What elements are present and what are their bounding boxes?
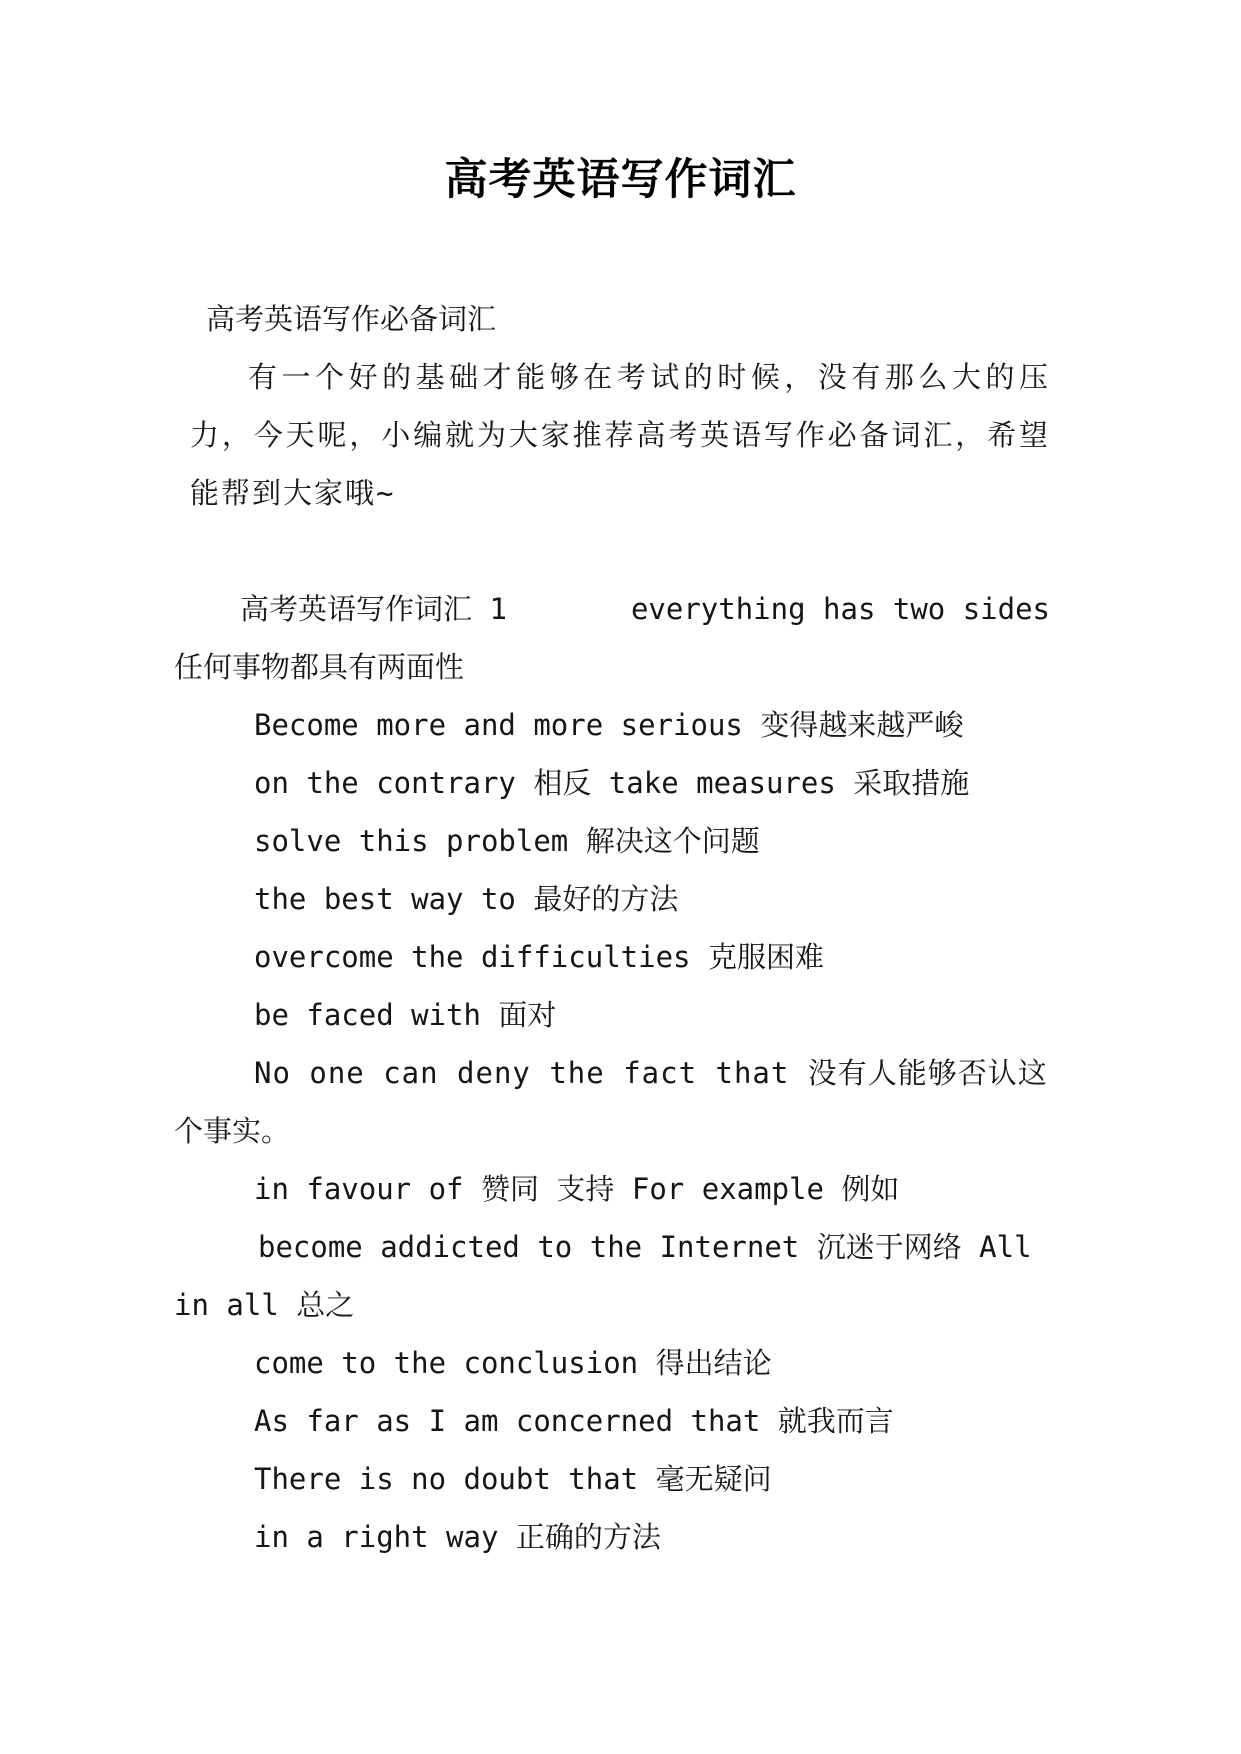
vocab-line: the best way to 最好的方法 <box>254 882 679 916</box>
section-first-line <box>190 580 1050 638</box>
vocab-line: As far as I am concerned that 就我而言 <box>254 1404 894 1438</box>
vocab-line: Become more and more serious 变得越来越严峻 <box>254 708 964 742</box>
vocab-line: in a right way 正确的方法 <box>254 1520 661 1554</box>
vocab-line-continuation: in all 总之 <box>174 1288 355 1322</box>
vocab-line: come to the conclusion 得出结论 <box>254 1346 772 1380</box>
vocab-line: be faced with 面对 <box>254 998 557 1032</box>
intro-paragraph: 有一个好的基础才能够在考试的时候，没有那么大的压力，今天呢，小编就为大家推荐高考英语写作必备词汇，希望能帮到大家哦~ <box>190 360 1050 510</box>
document-body <box>174 290 1050 1566</box>
document-title: 高考英语写作词汇 <box>444 155 797 205</box>
vocab-line: solve this problem 解决这个问题 <box>254 824 760 858</box>
subtitle: 高考英语写作必备词汇 <box>206 302 497 336</box>
vocab-line: overcome the difficulties 克服困难 <box>254 940 824 974</box>
section-heading: 高考英语写作词汇 1 <box>240 592 507 626</box>
section-first-chinese: 任何事物都具有两面性 <box>174 650 465 684</box>
vocab-line: There is no doubt that 毫无疑问 <box>254 1462 772 1496</box>
vocab-line: in favour of 赞同 支持 For example 例如 <box>254 1172 900 1206</box>
vocab-line: on the contrary 相反 take measures 采取措施 <box>254 766 970 800</box>
vocab-line-continuation: 个事实。 <box>174 1114 291 1148</box>
section-first-english: everything has two sides <box>630 592 1050 626</box>
blank-line <box>190 522 1050 580</box>
vocab-line-wrapped: become addicted to the Internet 沉迷于网络 All <box>258 1230 1032 1264</box>
vocab-line-wrapped: No one can deny the fact that 没有人能够否认这 <box>254 1056 1048 1090</box>
